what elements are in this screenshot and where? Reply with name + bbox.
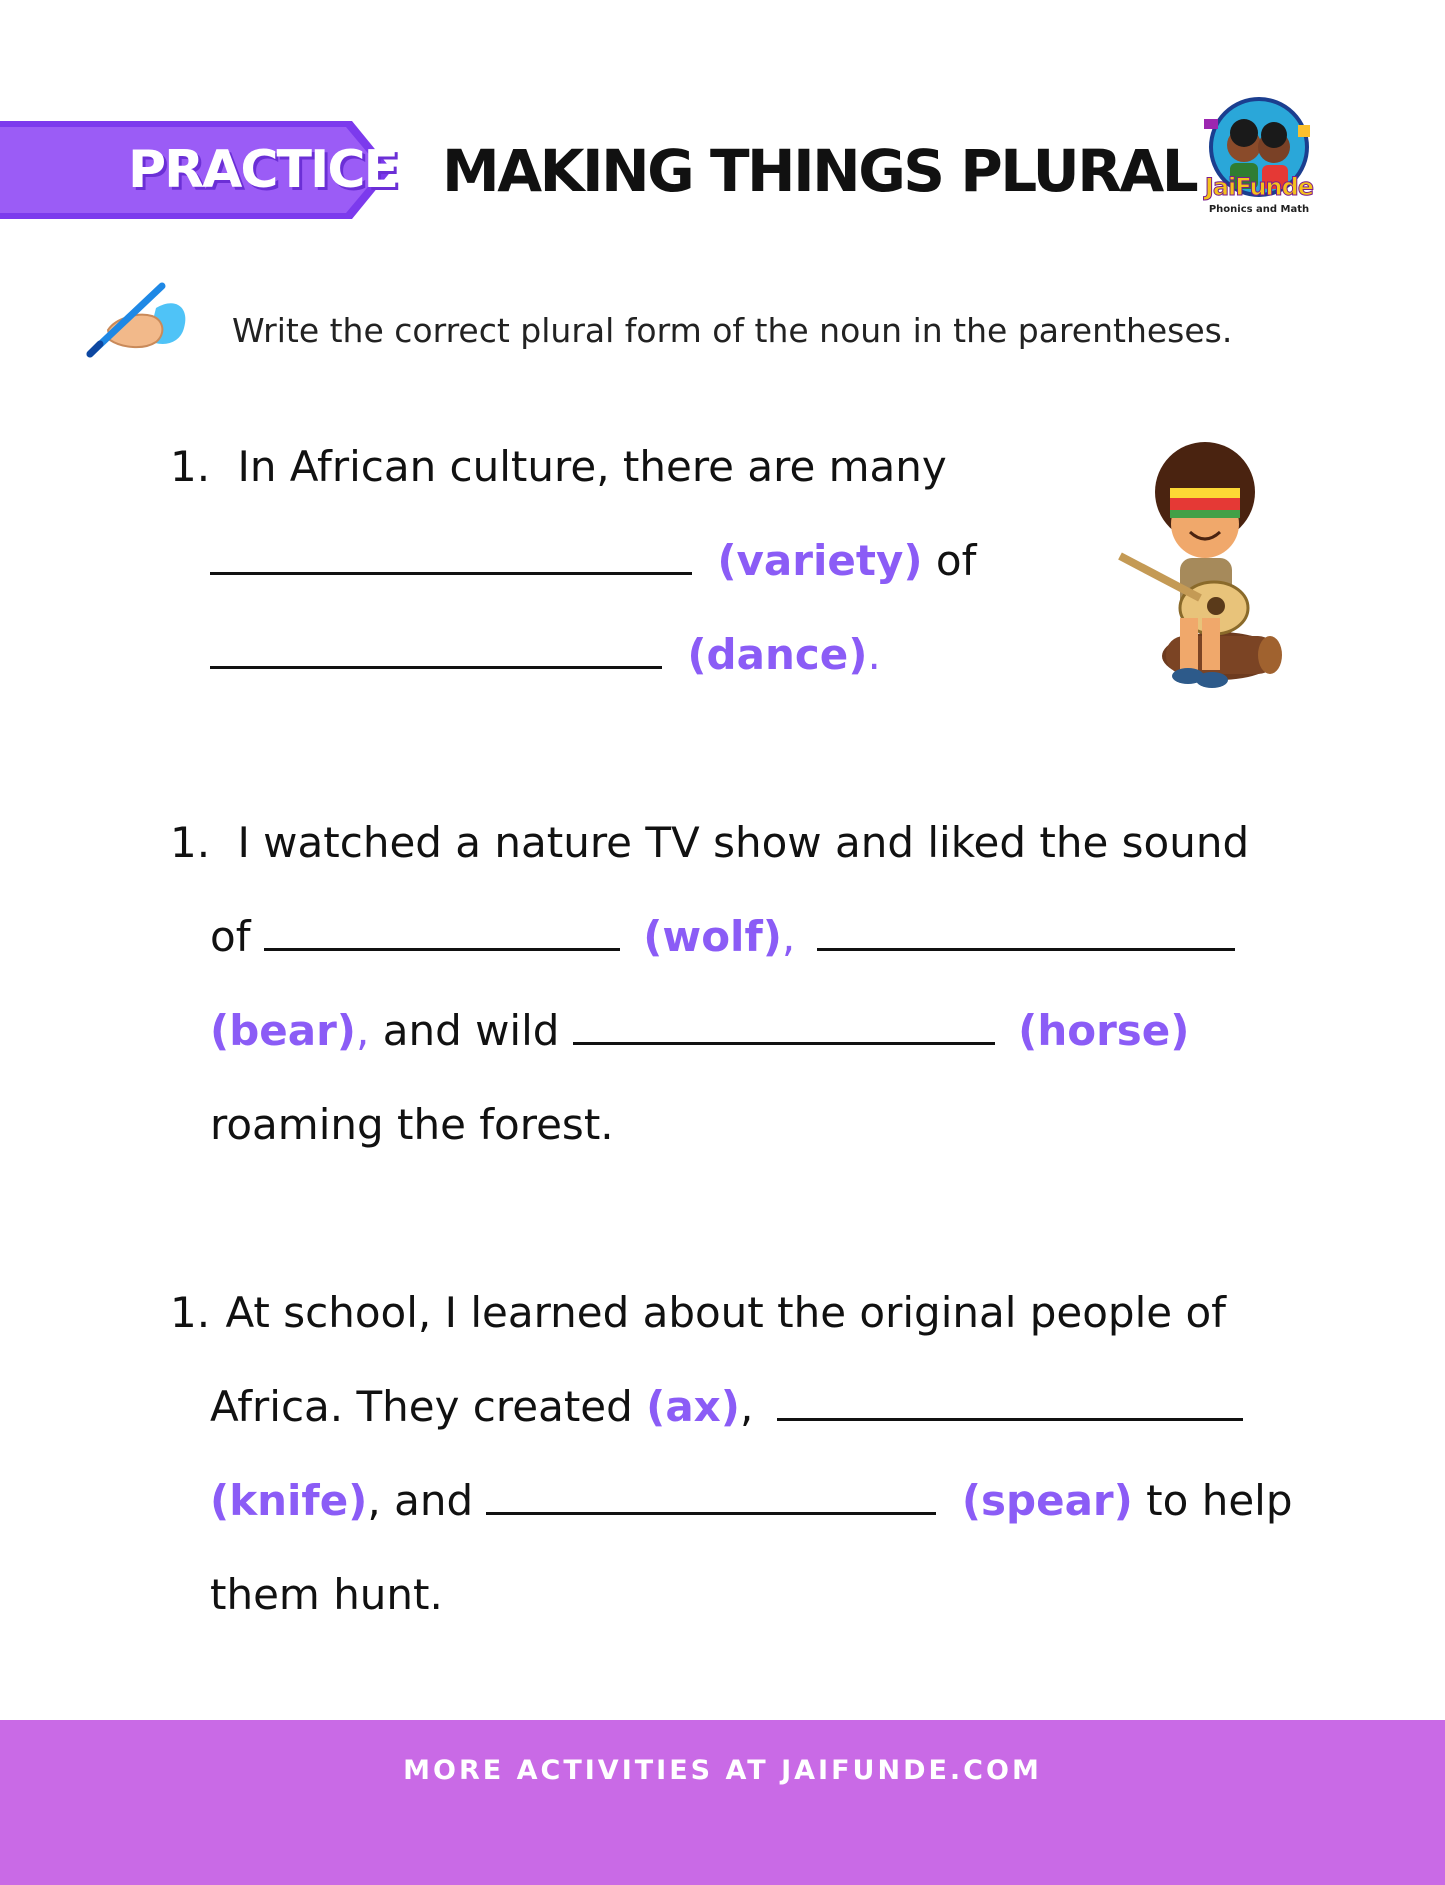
question-text: In African culture, there are many xyxy=(237,442,947,491)
question-text: and wild xyxy=(369,1006,573,1055)
question-punctuation: . xyxy=(867,630,881,679)
question-text: Africa. They created xyxy=(210,1382,647,1431)
question-text: roaming the forest. xyxy=(210,1100,614,1149)
answer-blank[interactable] xyxy=(264,918,620,951)
answer-blank[interactable] xyxy=(573,1012,995,1045)
noun-hint: (bear) xyxy=(210,1006,356,1055)
question-text: , xyxy=(739,1382,754,1431)
child-with-guitar-illustration xyxy=(1110,436,1290,696)
noun-hint: (knife) xyxy=(210,1476,368,1525)
answer-blank[interactable] xyxy=(777,1388,1243,1421)
noun-hint: (dance) xyxy=(687,630,868,679)
question-text: , and xyxy=(367,1476,487,1525)
question-text: I watched a nature TV show and liked the sound xyxy=(237,818,1250,867)
noun-hint: (spear) xyxy=(961,1476,1133,1525)
question-text: to help xyxy=(1132,1476,1293,1525)
question-text: At school, I learned about the original people of xyxy=(225,1288,1226,1337)
writing-hand-icon xyxy=(86,278,200,358)
question-2 xyxy=(170,796,1320,1176)
answer-blank[interactable] xyxy=(817,918,1235,951)
question-number: 1. xyxy=(170,818,211,867)
question-number: 1. xyxy=(170,442,211,491)
logo-name: JaiFunde xyxy=(1204,173,1314,201)
question-text: them hunt. xyxy=(210,1570,443,1619)
page-title: MAKING THINGS PLURAL xyxy=(442,137,1197,205)
logo-subtitle: Phonics and Math xyxy=(1208,204,1310,215)
answer-blank[interactable] xyxy=(210,542,692,575)
question-text: of xyxy=(922,536,977,585)
footer-bar xyxy=(0,1720,1445,1885)
noun-hint: (ax) xyxy=(646,1382,740,1431)
answer-blank[interactable] xyxy=(210,636,662,669)
noun-hint: (horse) xyxy=(1018,1006,1190,1055)
noun-hint: (wolf) xyxy=(643,912,782,961)
footer-link[interactable]: MORE ACTIVITIES AT JAIFUNDE.COM xyxy=(403,1755,1042,1786)
instruction-text: Write the correct plural form of the noun in the parentheses. xyxy=(232,311,1233,350)
question-punctuation: , xyxy=(781,912,796,961)
question-1 xyxy=(170,420,1110,710)
noun-hint: (variety) xyxy=(717,536,923,585)
question-3 xyxy=(170,1266,1320,1646)
question-number: 1. xyxy=(170,1288,211,1337)
question-punctuation: , xyxy=(356,1006,370,1055)
question-text: of xyxy=(210,912,264,961)
answer-blank[interactable] xyxy=(486,1482,936,1515)
practice-label: PRACTICE xyxy=(128,140,398,200)
